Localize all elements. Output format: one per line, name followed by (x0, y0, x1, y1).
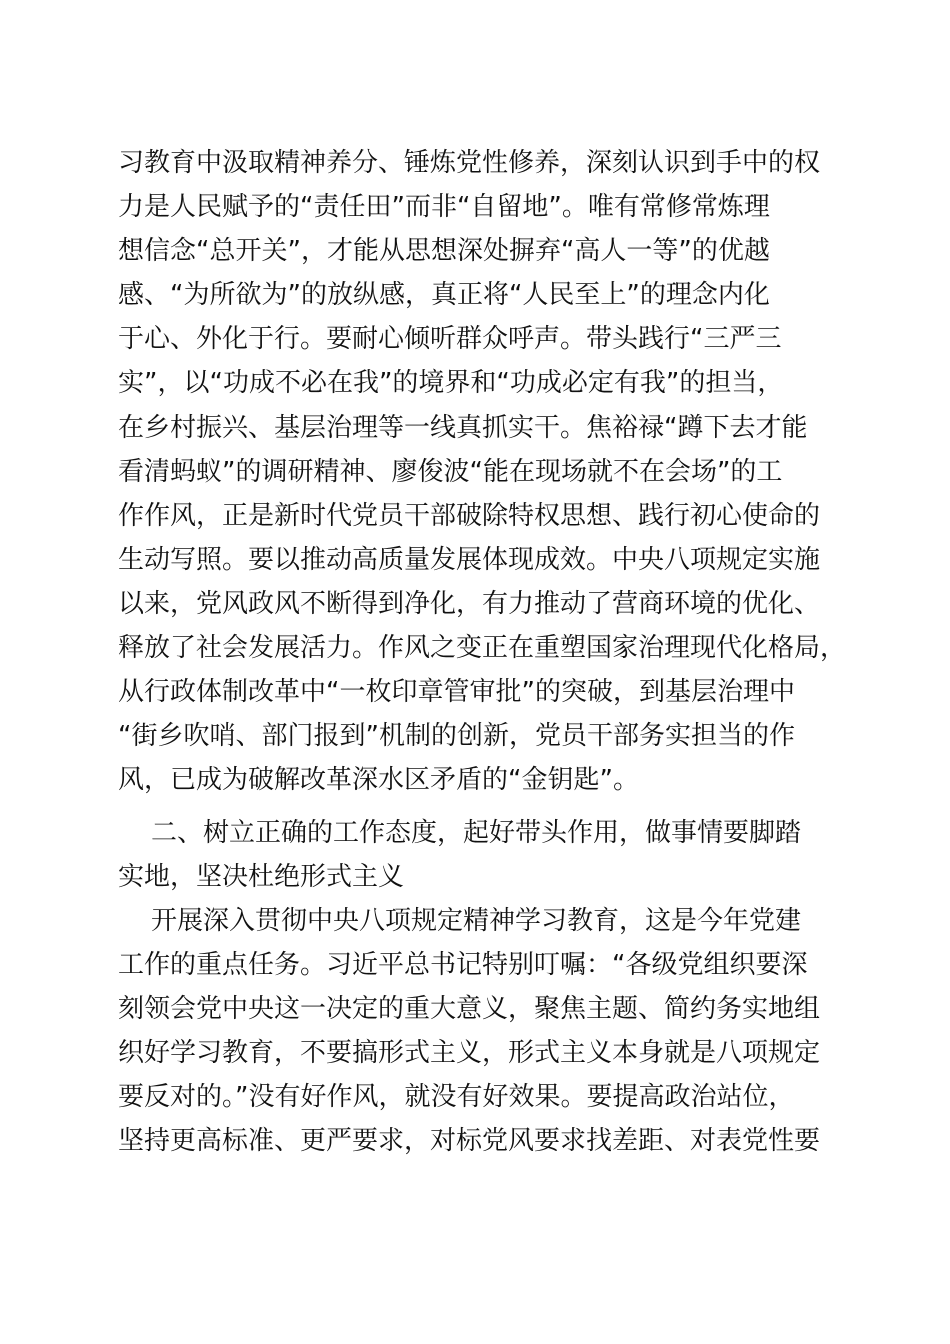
text-line: 想信念“总开关”，才能从思想深处摒弃“高人一等”的优越 (118, 236, 770, 267)
text-line: 工作的重点任务。习近平总书记特别叮嘱：“各级党组织要深 (118, 950, 808, 981)
text-line: 刻领会党中央这一决定的重大意义，聚焦主题、简约务实地组 (118, 994, 821, 1025)
text-line: 习教育中汲取精神养分、锤炼党性修养，深刻认识到手中的权 (118, 148, 821, 178)
text-line: 要反对的。”没有好作风，就没有好效果。要提高政治站位， (118, 1082, 795, 1113)
body-paragraph (118, 899, 838, 1164)
text-line: 生动写照。要以推动高质量发展体现成效。中央八项规定实施 (118, 544, 821, 575)
text-line: 于心、外化于行。要耐心倾听群众呼声。带头践行“三严三 (118, 324, 782, 355)
body-paragraph (118, 141, 847, 802)
heading-line: 二、树立正确的工作态度，起好带头作用，做事情要脚踏 (118, 818, 802, 848)
text-line: 风，已成为破解改革深水区矛盾的“金钥匙”。 (118, 765, 639, 796)
text-line: 从行政体制改革中“一枚印章管审批”的突破，到基层治理中 (118, 677, 795, 708)
text-line: 织好学习教育，不要搞形式主义，形式主义本身就是八项规定 (118, 1038, 821, 1069)
heading-line: 实地，坚决杜绝形式主义 (118, 862, 405, 893)
text-line: 感、“为所欲为”的放纵感，真正将“人民至上”的理念内化 (118, 280, 770, 311)
text-line: 开展深入贯彻中央八项规定精神学习教育，这是今年党建 (118, 906, 802, 936)
section-heading (118, 811, 838, 899)
text-line: 释放了社会发展活力。作风之变正在重塑国家治理现代化格局， (118, 633, 847, 664)
text-line: 实”，以“功成不必在我”的境界和“功成必定有我”的担当， (118, 368, 784, 399)
text-line: 作作风，正是新时代党员干部破除特权思想、践行初心使命的 (118, 500, 821, 531)
text-line: “街乡吹哨、部门报到”机制的创新，党员干部务实担当的作 (118, 721, 795, 752)
text-line: 坚持更高标准、更严要求，对标党风要求找差距、对表党性要 (118, 1126, 821, 1157)
text-line: 在乡村振兴、基层治理等一线真抓实干。焦裕禄“蹲下去才能 (118, 412, 808, 443)
text-line: 看清蚂蚁”的调研精神、廖俊波“能在现场就不在会场”的工 (118, 456, 783, 487)
text-line: 以来，党风政风不断得到净化，有力推动了营商环境的优化、 (118, 588, 821, 619)
text-line: 力是人民赋予的“责任田”而非“自留地”。唯有常修常炼理 (118, 192, 770, 223)
